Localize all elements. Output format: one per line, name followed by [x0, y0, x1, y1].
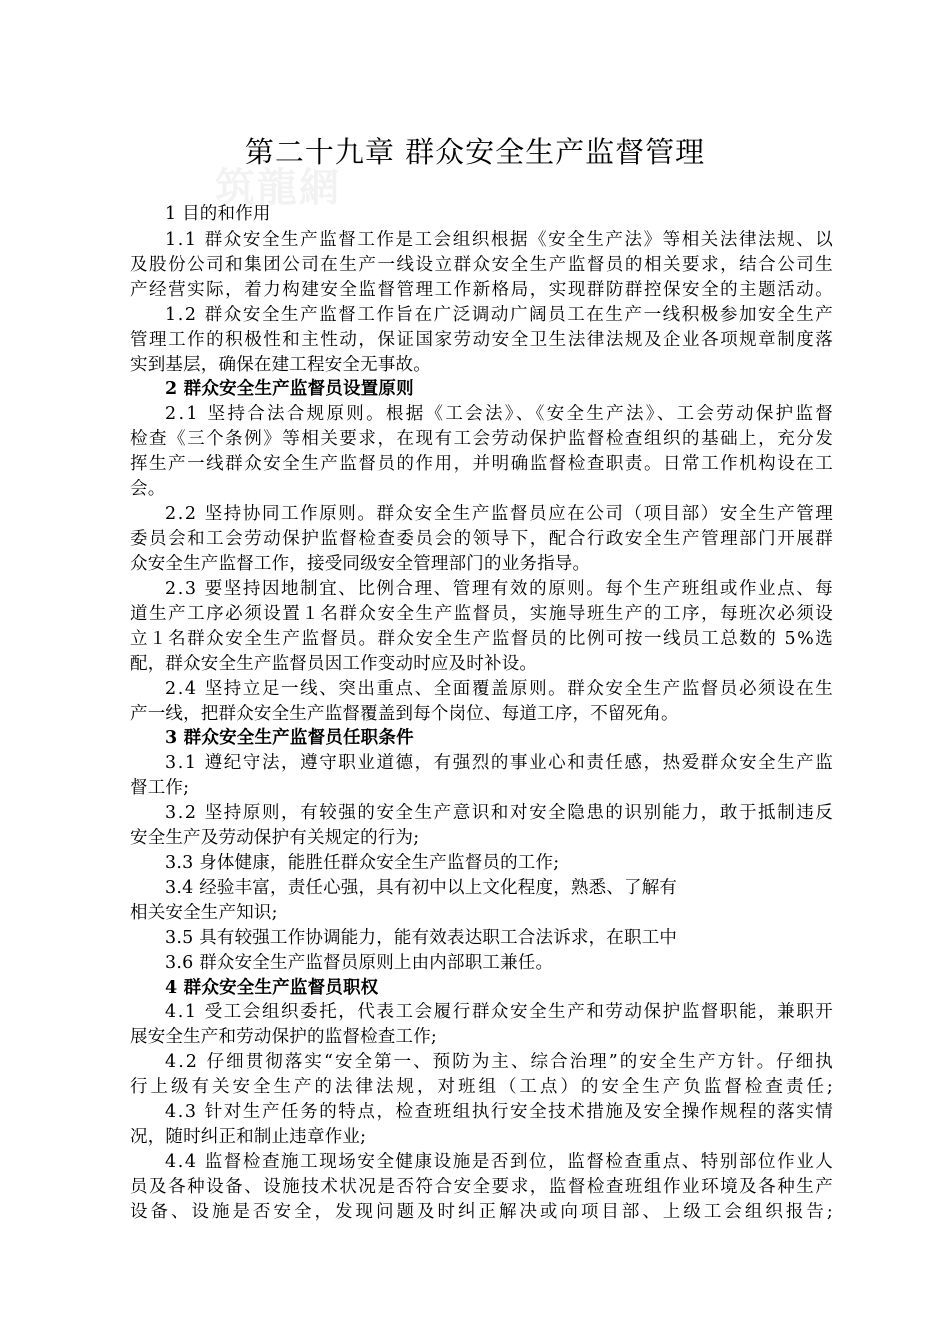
- chapter-title: 第二十九章 群众安全生产监督管理: [244, 135, 706, 169]
- text-line: 委员会和工会劳动保护监督检查委员会的领导下，配合行政安全生产管理部门开展群: [130, 529, 835, 549]
- text-line: 会。: [130, 479, 166, 499]
- text-line: 4.3 针对生产任务的特点，检查班组执行安全技术措施及安全操作规程的落实情: [165, 1102, 835, 1122]
- text-line: 员及各种设备、设施技术状况是否符合安全要求，监督检查班组作业环境及各种生产: [130, 1177, 835, 1197]
- text-line: 道生产工序必须设置１名群众安全生产监督员，实施导班生产的工序，每班次必须设: [130, 604, 835, 624]
- text-line: 3.3 身体健康，能胜任群众安全生产监督员的工作;: [165, 853, 560, 873]
- text-line: 4.4 监督检查施工现场安全健康设施是否到位，监督检查重点、特别部位作业人: [165, 1152, 835, 1172]
- text-line: 设备、设施是否安全，发现问题及时纠正解决或向项目部、上级工会组织报告;: [130, 1202, 836, 1222]
- text-line: 3.4 经验丰富，责任心强，具有初中以上文化程度，熟悉、了解有: [165, 878, 678, 898]
- text-line: 3.5 具有较强工作协调能力，能有效表达职工合法诉求，在职工中: [165, 928, 678, 948]
- text-line: 2.4 坚持立足一线、突出重点、全面覆盖原则。群众安全生产监督员必须设在生: [165, 679, 835, 699]
- text-line: 4.1 受工会组织委托，代表工会履行群众安全生产和劳动保护监督职能，兼职开: [165, 1002, 835, 1022]
- text-line: 2.1 坚持合法合规原则。根据《工会法》、《安全生产法》、工会劳动保护监督: [165, 404, 836, 424]
- text-line: 众安全生产监督工作，接受同级安全管理部门的业务指导。: [130, 554, 591, 574]
- text-line: 配，群众安全生产监督员因工作变动时应及时补设。: [130, 654, 538, 674]
- text-line: 3.6 群众安全生产监督员原则上由内部职工兼任。: [165, 953, 554, 973]
- text-line: 1.1 群众安全生产监督工作是工会组织根据《安全生产法》等相关法律法规、以: [165, 230, 835, 250]
- text-line: 检查《三个条例》等相关要求，在现有工会劳动保护监督检查组织的基础上，充分发: [130, 429, 835, 449]
- text-line: 督工作;: [130, 778, 190, 798]
- text-line: 1 目的和作用: [165, 204, 271, 224]
- text-line: 3.1 遵纪守法，遵守职业道德，有强烈的事业心和责任感，热爱群众安全生产监: [165, 753, 835, 773]
- text-line: 况，随时纠正和制止违章作业;: [130, 1127, 367, 1147]
- text-line: 管理工作的积极性和主性动，保证国家劳动安全卫生法律法规及企业各项规章制度落: [130, 330, 835, 350]
- text-line: 及股份公司和集团公司在生产一线设立群众安全生产监督员的相关要求，结合公司生: [130, 255, 835, 275]
- text-line: 挥生产一线群众安全生产监督员的作用，并明确监督检查职责。日常工作机构设在工: [130, 454, 835, 474]
- text-line: 安全生产及劳动保护有关规定的行为;: [130, 828, 420, 848]
- text-line: 1.2 群众安全生产监督工作旨在广泛调动广阔员工在生产一线积极参加安全生产: [165, 305, 835, 325]
- text-line: 行上级有关安全生产的法律法规，对班组（工点）的安全生产负监督检查责任;: [130, 1077, 836, 1097]
- text-line: 实到基层，确保在建工程安全无事故。: [130, 355, 431, 375]
- watermark-logo: 筑龍網: [215, 164, 341, 211]
- text-line: 产经营实际，着力构建安全监督管理工作新格局，实现群防群控保安全的主题活动。: [130, 280, 835, 300]
- text-line: 展安全生产和劳动保护的监督检查工作;: [130, 1027, 437, 1047]
- text-line: 相关安全生产知识;: [130, 903, 278, 923]
- text-line: 2.3 要坚持因地制宜、比例合理、管理有效的原则。每个生产班组或作业点、每: [165, 579, 835, 599]
- section-heading: 2 群众安全生产监督员设置原则: [165, 379, 414, 399]
- text-line: 立１名群众安全生产监督员。群众安全生产监督员的比例可按一线员工总数的 5%选: [130, 629, 835, 649]
- section-heading: 3 群众安全生产监督员任职条件: [165, 728, 414, 748]
- text-line: 2.2 坚持协同工作原则。群众安全生产监督员应在公司（项目部）安全生产管理: [165, 504, 835, 524]
- text-line: 3.2 坚持原则，有较强的安全生产意识和对安全隐患的识别能力，敢于抵制违反: [165, 803, 835, 823]
- section-heading: 4 群众安全生产监督员职权: [165, 978, 379, 998]
- text-line: 4.2 仔细贯彻落实“安全第一、预防为主、综合治理”的安全生产方针。仔细执: [165, 1052, 835, 1072]
- text-line: 产一线，把群众安全生产监督覆盖到每个岗位、每道工序，不留死角。: [130, 704, 679, 724]
